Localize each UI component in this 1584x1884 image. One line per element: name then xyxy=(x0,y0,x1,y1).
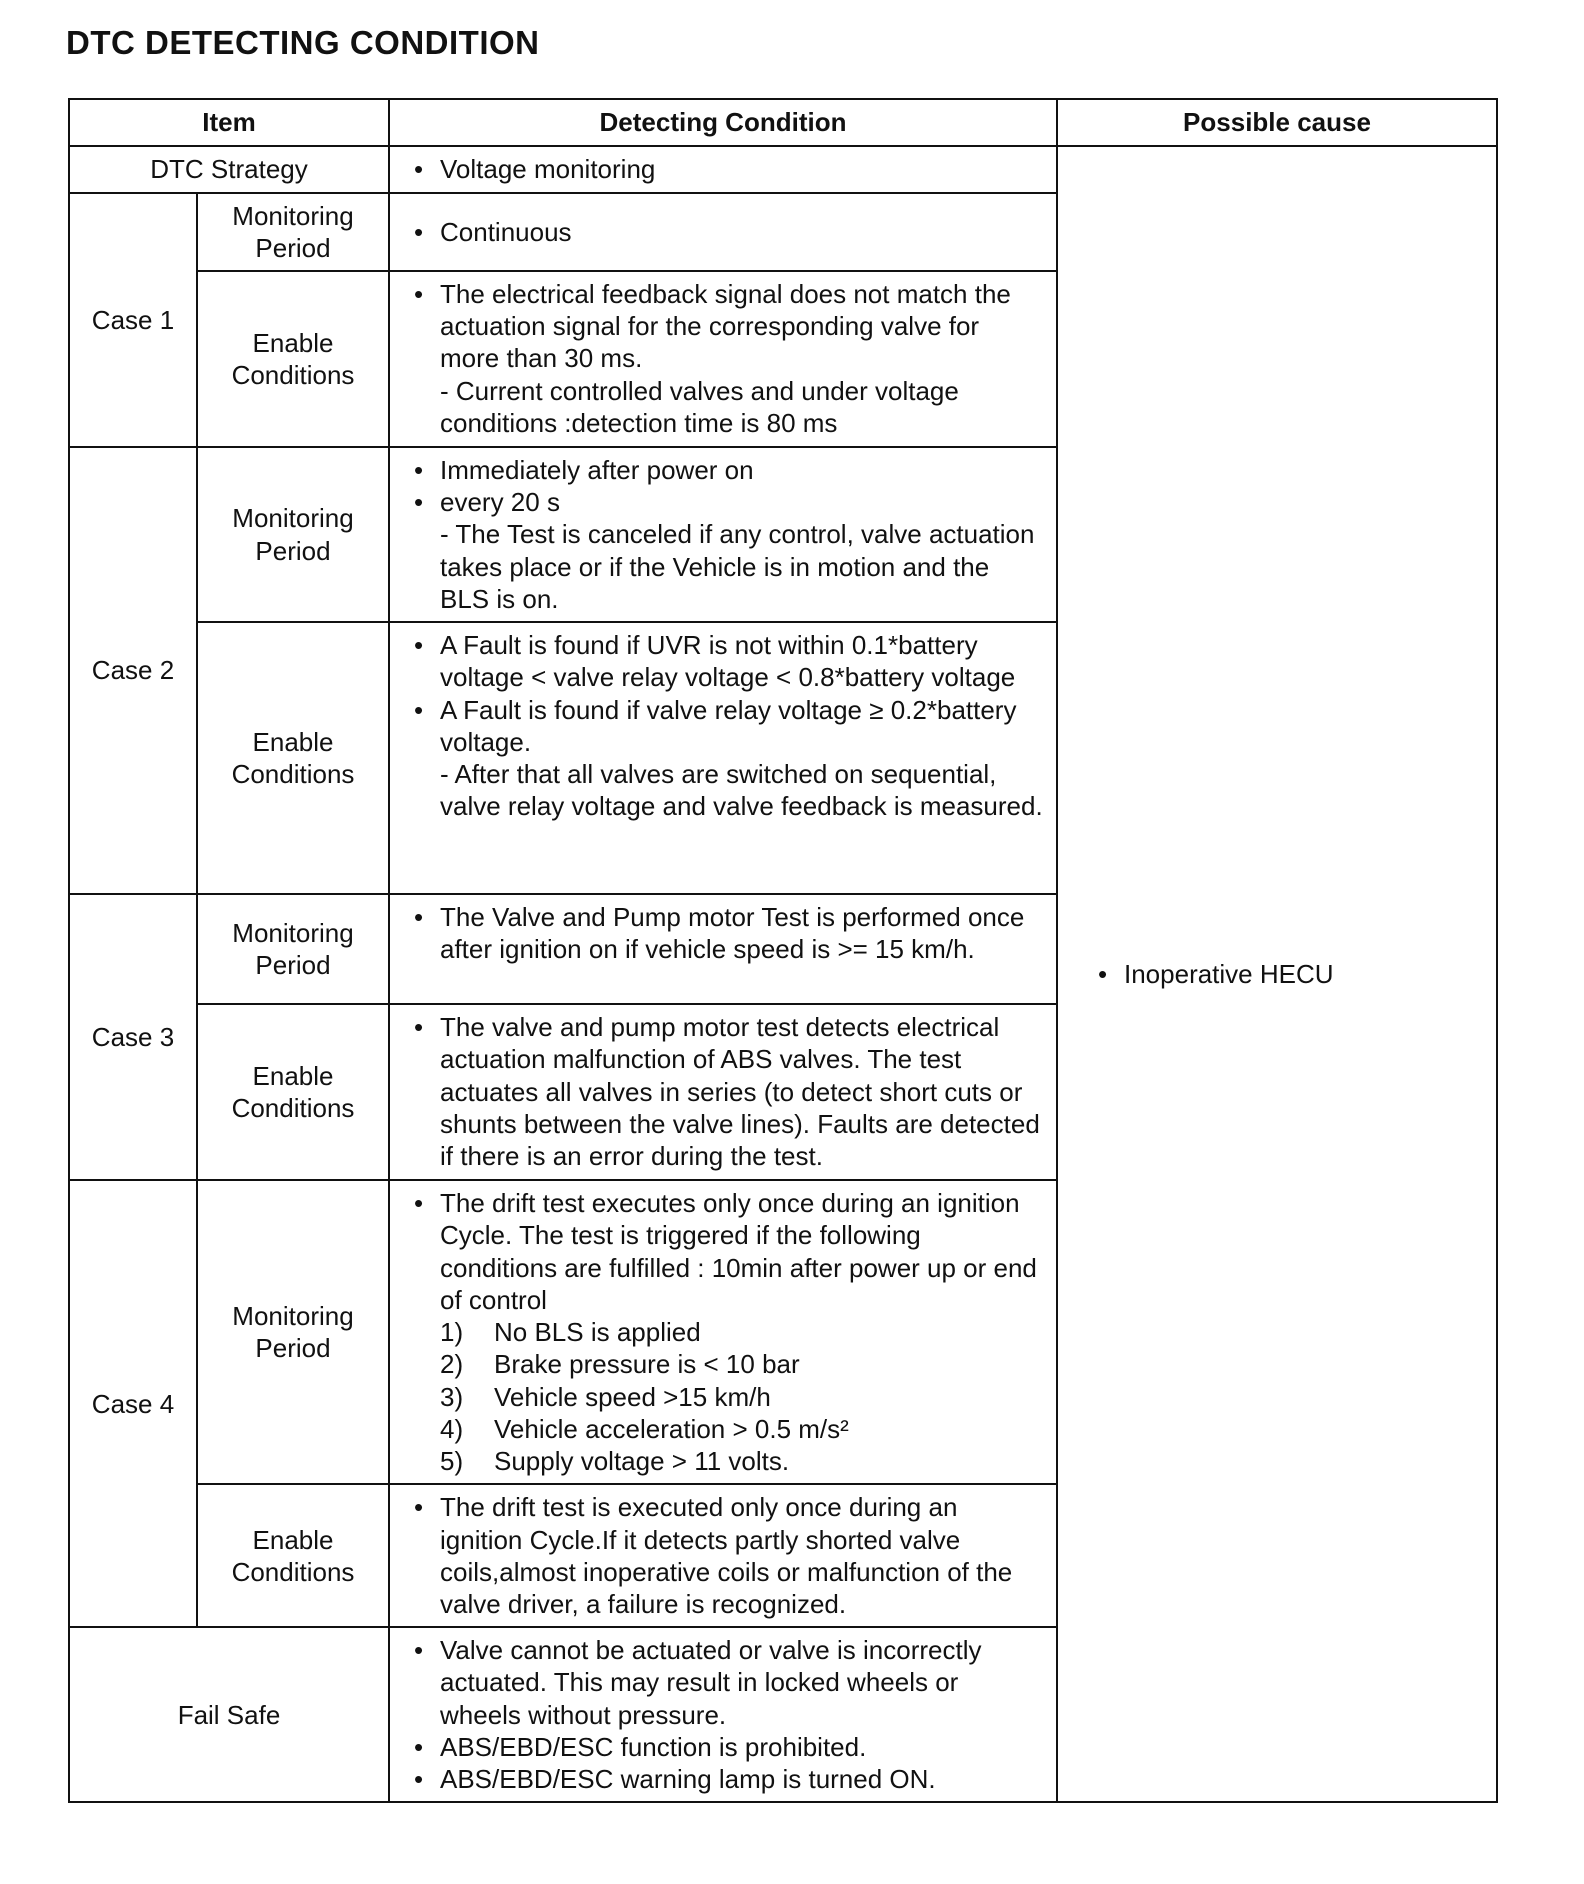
case2-enable-note: - After that all valves are switched on sequential, valve relay voltage and valve feedback is measured. xyxy=(440,759,1043,822)
case3-monitoring-cell xyxy=(389,894,1057,1004)
case1-enable-bullet: • The electrical feedback signal does not match the actuation signal for the corresponding valve for more than 30 ms. xyxy=(410,278,1044,375)
case4-condition-item: 5) Supply voltage > 11 volts. xyxy=(440,1446,790,1477)
case3-enable-label: Enable Conditions xyxy=(197,1004,389,1180)
header-possible-cause: Possible cause xyxy=(1057,99,1497,146)
header-detecting-condition: Detecting Condition xyxy=(389,99,1057,146)
case2-label: Case 2 xyxy=(69,447,197,894)
case2-enable-cell xyxy=(389,622,1057,894)
fail-safe-label: Fail Safe xyxy=(69,1627,389,1802)
case4-monitoring-cell xyxy=(389,1180,1057,1484)
fail-safe-bullet: • Valve cannot be actuated or valve is incorrectly actuated. This may result in locked wheels or wheels without pressure. xyxy=(410,1634,1044,1731)
strategy-row xyxy=(69,146,1497,193)
case2-monitoring-cell xyxy=(389,447,1057,622)
dtc-table xyxy=(68,98,1498,1803)
page-title: DTC DETECTING CONDITION xyxy=(66,24,540,61)
case4-condition-item: 2) Brake pressure is < 10 bar xyxy=(440,1349,800,1380)
case1-monitoring-cell xyxy=(389,193,1057,271)
case4-label: Case 4 xyxy=(69,1180,197,1627)
case4-condition-item: 1) No BLS is applied xyxy=(440,1317,701,1348)
case4-enable-label: Enable Conditions xyxy=(197,1484,389,1627)
case1-enable-note: - Current controlled valves and under voltage conditions :detection time is 80 ms xyxy=(440,375,959,438)
possible-cause-cell xyxy=(1057,146,1497,1802)
fail-safe-cell xyxy=(389,1627,1057,1802)
fail-safe-bullet: • ABS/EBD/ESC function is prohibited. xyxy=(410,1731,1044,1763)
case4-condition-item: 3) Vehicle speed >15 km/h xyxy=(440,1381,771,1412)
case3-enable-bullet: • The valve and pump motor test detects electrical actuation malfunction of ABS valves. The test actuates all valves in series (to detect short cuts or shunts between the valve lines). Faults are detected if there is an error during the test. xyxy=(410,1011,1044,1172)
possible-cause-value: • Inoperative HECU xyxy=(1094,958,1484,990)
case3-monitoring-bullet: • The Valve and Pump motor Test is performed once after ignition on if vehicle speed is >= 15 km/h. xyxy=(410,901,1044,965)
header-row xyxy=(69,99,1497,146)
strategy-value-cell xyxy=(389,146,1057,193)
case4-enable-bullet: • The drift test is executed only once during an ignition Cycle.If it detects partly shorted valve coils,almost inoperative coils or malfunction of the valve driver, a failure is recognized. xyxy=(410,1491,1044,1620)
case2-enable-label: Enable Conditions xyxy=(197,622,389,894)
case4-condition-item: 4) Vehicle acceleration > 0.5 m/s² xyxy=(440,1413,849,1444)
case1-monitoring-label: Monitoring Period xyxy=(197,193,389,271)
case3-monitoring-label: Monitoring Period xyxy=(197,894,389,1004)
case2-monitoring-bullet: • Immediately after power on xyxy=(410,454,1044,486)
case2-monitoring-note: - The Test is canceled if any control, valve actuation takes place or if the Vehicle is in motion and the BLS is on. xyxy=(440,519,1035,614)
case3-label: Case 3 xyxy=(69,894,197,1180)
case2-monitoring-label: Monitoring Period xyxy=(197,447,389,622)
case1-enable-cell xyxy=(389,271,1057,447)
case2-enable-bullet: • A Fault is found if valve relay voltage ≥ 0.2*battery voltage. xyxy=(410,694,1044,758)
header-item: Item xyxy=(69,99,389,146)
case2-monitoring-bullet: • every 20 s xyxy=(410,486,1044,518)
case4-condition-list xyxy=(410,1316,1044,1477)
case2-enable-bullet: • A Fault is found if UVR is not within 0.1*battery voltage < valve relay voltage < 0.8*battery voltage xyxy=(410,629,1044,693)
fail-safe-bullet: • ABS/EBD/ESC warning lamp is turned ON. xyxy=(410,1763,1044,1795)
case4-enable-cell xyxy=(389,1484,1057,1627)
case1-enable-label: Enable Conditions xyxy=(197,271,389,447)
case4-monitoring-label: Monitoring Period xyxy=(197,1180,389,1484)
strategy-label: DTC Strategy xyxy=(69,146,389,193)
strategy-value: • Voltage monitoring xyxy=(410,153,1044,185)
case3-enable-cell xyxy=(389,1004,1057,1180)
case1-label: Case 1 xyxy=(69,193,197,447)
case4-monitoring-bullet: • The drift test executes only once during an ignition Cycle. The test is triggered if the following conditions are fulfilled : 10min after power up or end of control xyxy=(410,1187,1044,1316)
case1-monitoring-bullet: • Continuous xyxy=(410,216,1044,248)
